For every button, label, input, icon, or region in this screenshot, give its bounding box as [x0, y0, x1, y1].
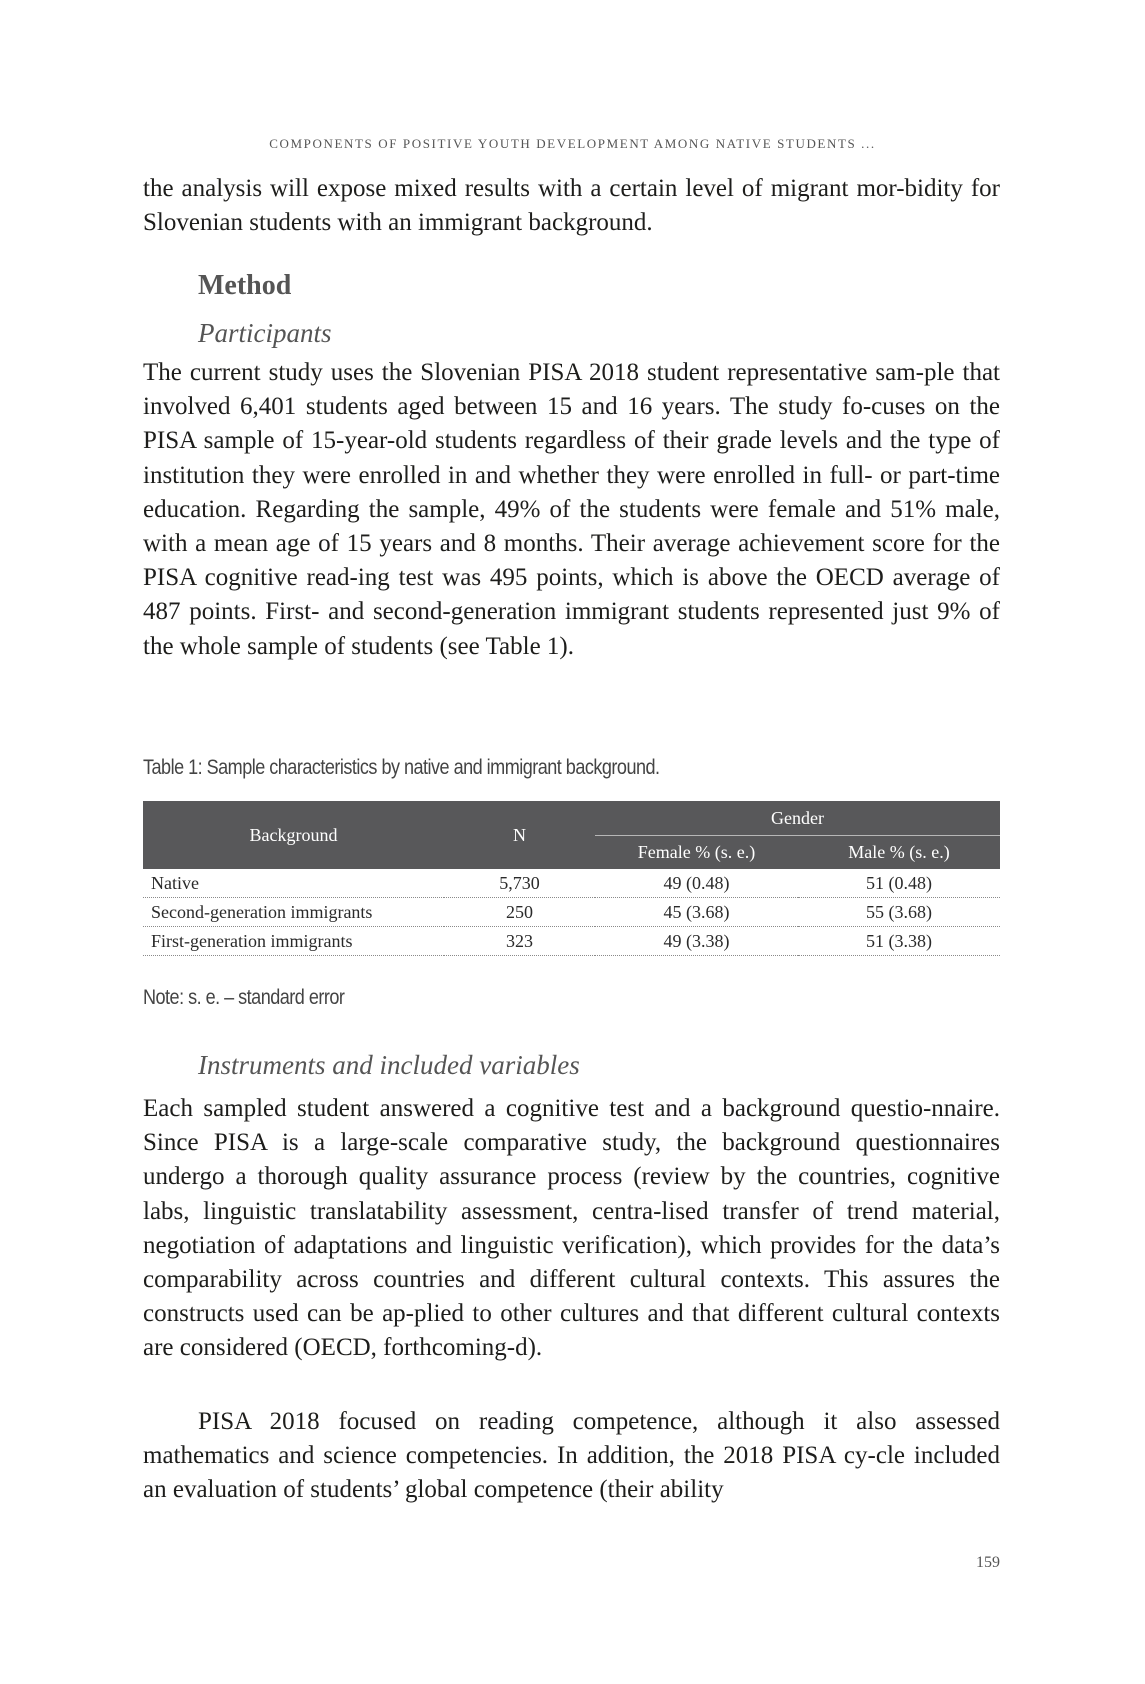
header-n: N — [444, 801, 595, 869]
header-female: Female % (s. e.) — [595, 836, 798, 870]
cell-male: 55 (3.68) — [798, 898, 1000, 927]
cell-background: First-generation immigrants — [143, 927, 444, 956]
table-row — [143, 869, 1000, 898]
cell-n: 5,730 — [444, 869, 595, 898]
cell-female: 49 (0.48) — [595, 869, 798, 898]
header-gender: Gender — [595, 801, 1000, 836]
cell-male: 51 (0.48) — [798, 869, 1000, 898]
table-note: Note: s. e. – standard error — [143, 986, 345, 1009]
cell-background: Native — [143, 869, 444, 898]
heading-participants: Participants — [198, 318, 332, 348]
table-row — [143, 898, 1000, 927]
page-number: 159 — [976, 1554, 1000, 1571]
table-caption: Table 1: Sample characteristics by native and immigrant background. — [143, 756, 660, 779]
table-row — [143, 927, 1000, 956]
heading-instruments: Instruments and included variables — [198, 1050, 580, 1080]
cell-female: 49 (3.38) — [595, 927, 798, 956]
cell-male: 51 (3.38) — [798, 927, 1000, 956]
heading-method: Method — [198, 270, 292, 301]
instruments-paragraph: Each sampled student answered a cognitive test and a background questio-nnaire. Since PISA is a large-scale comparative study, the background questionnaires undergo a thorough quality assurance process (review by the countries, cognitive labs, linguistic translatability assessment, centra-lised transfer of trend material, negotiation of adaptations and linguistic verification), which provides for the data’s comparability across countries and different cultural contexts. This assures the constructs used can be ap-plied to other cultures and that different cultural contexts are considered (OECD, forthcoming-d). — [143, 1095, 1000, 1362]
cell-n: 323 — [444, 927, 595, 956]
cell-background: Second-generation immigrants — [143, 898, 444, 927]
header-background: Background — [143, 801, 444, 869]
cell-female: 45 (3.68) — [595, 898, 798, 927]
sample-characteristics-table — [143, 801, 1000, 956]
participants-paragraph: The current study uses the Slovenian PISA 2018 student representative sam-ple that involved 6,401 students aged between 15 and 16 years. The study fo-cuses on the PISA sample of 15-year-old students regardless of their grade levels and the type of institution they were enrolled in and whether they were enrolled in full- or part-time education. Regarding the sample, 49% of the students were female and 51% male, with a mean age of 15 years and 8 months. Their average achievement score for the PISA cognitive read-ing test was 495 points, which is above the OECD average of 487 points. First- and second-generation immigrant students represented just 9% of the whole sample of students (see Table 1). — [143, 359, 1000, 660]
intro-paragraph: the analysis will expose mixed results with a certain level of migrant mor-bidity for Slovenian students with an immigrant background. — [143, 175, 1000, 237]
pisa-paragraph: PISA 2018 focused on reading competence, although it also assessed mathematics and science competencies. In addition, the 2018 PISA cy-cle included an evaluation of students’ global competence (their ability — [143, 1408, 1000, 1504]
header-male: Male % (s. e.) — [798, 836, 1000, 870]
cell-n: 250 — [444, 898, 595, 927]
running-head: COMPONENTS OF POSITIVE YOUTH DEVELOPMENT AMONG NATIVE STUDENTS ... — [269, 136, 876, 151]
